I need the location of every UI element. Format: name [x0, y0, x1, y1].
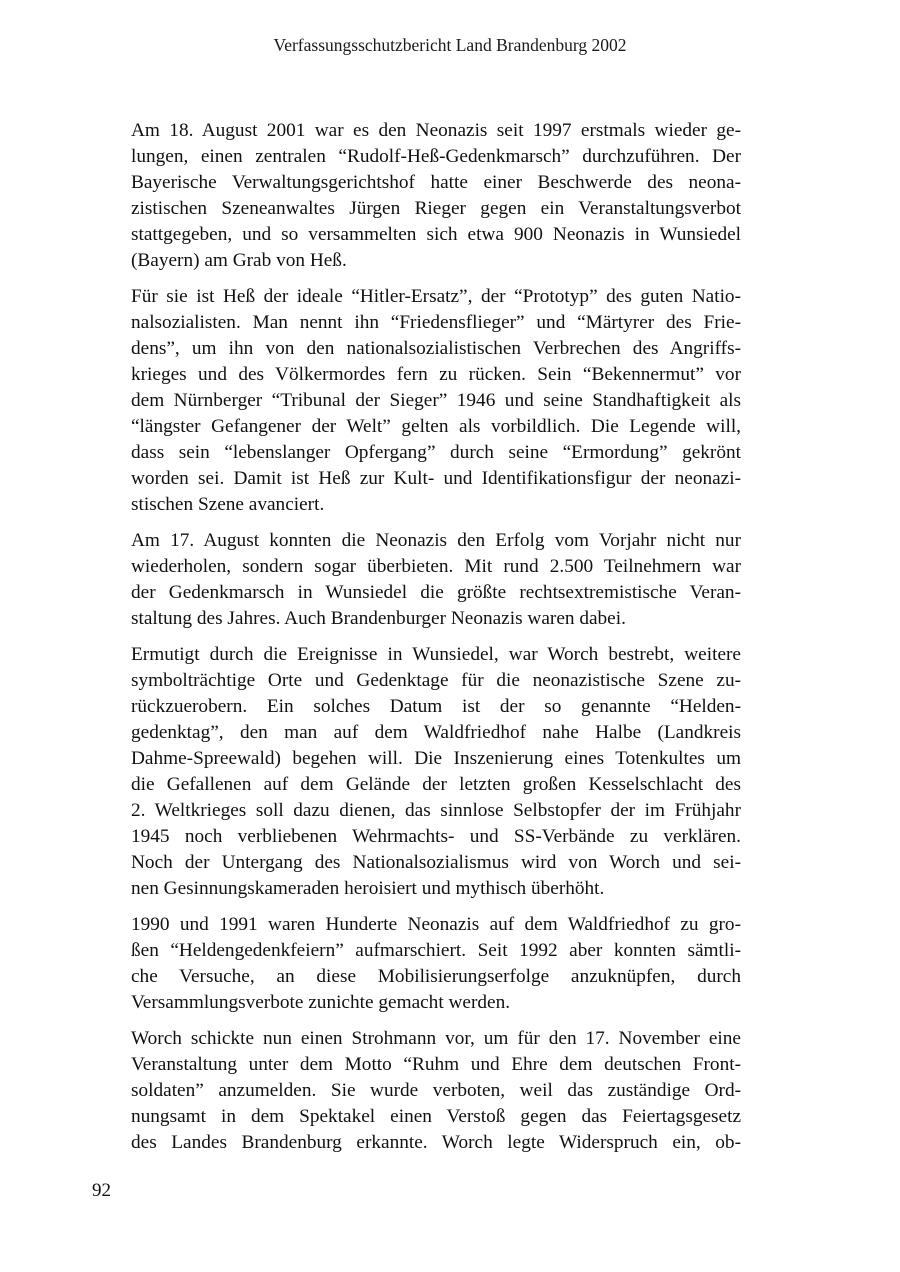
text-line: dens”, um ihn von den nationalsozialistischen Verbrechen des Angriffs- [131, 338, 741, 359]
text-line: Veranstaltung unter dem Motto “Ruhm und Ehre dem deutschen Front- [131, 1054, 741, 1075]
text-line: (Bayern) am Grab von Heß. [131, 250, 347, 271]
text-line: dass sein “lebenslanger Opfergang” durch seine “Ermordung” gekrönt [131, 442, 741, 463]
text-line: 1990 und 1991 waren Hunderte Neonazis auf dem Waldfriedhof zu gro- [131, 914, 741, 935]
text-line: Worch schickte nun einen Strohmann vor, um für den 17. November eine [131, 1028, 741, 1049]
paragraph [131, 912, 741, 1016]
text-line: symbolträchtige Orte und Gedenktage für die neonazistische Szene zu- [131, 670, 741, 691]
text-line: Dahme-Spreewald) begehen will. Die Inszenierung eines Totenkultes um [131, 748, 741, 769]
text-line: Am 17. August konnten die Neonazis den Erfolg vom Vorjahr nicht nur [131, 530, 741, 551]
text-line: Für sie ist Heß der ideale “Hitler-Ersatz”, der “Prototyp” des guten Natio- [131, 286, 741, 307]
paragraph [131, 284, 741, 518]
text-line: die Gefallenen auf dem Gelände der letzten großen Kesselschlacht des [131, 774, 741, 795]
text-line: 2. Weltkrieges soll dazu dienen, das sinnlose Selbstopfer der im Frühjahr [131, 800, 741, 821]
text-line: Noch der Untergang des Nationalsozialismus wird von Worch und sei- [131, 852, 741, 873]
text-line: Versammlungsverbote zunichte gemacht werden. [131, 992, 511, 1013]
text-line: des Landes Brandenburg erkannte. Worch legte Widerspruch ein, ob- [131, 1132, 741, 1153]
text-line: lungen, einen zentralen “Rudolf-Heß-Gedenkmarsch” durchzuführen. Der [131, 146, 741, 167]
text-line: der Gedenkmarsch in Wunsiedel die größte rechtsextremistische Veran- [131, 582, 741, 603]
text-line: soldaten” anzumelden. Sie wurde verboten, weil das zuständige Ord- [131, 1080, 741, 1101]
text-line: dem Nürnberger “Tribunal der Sieger” 1946 und seine Standhaftigkeit als [131, 390, 741, 411]
text-line: Bayerische Verwaltungsgerichtshof hatte einer Beschwerde des neona- [131, 172, 741, 193]
paragraph [131, 642, 741, 902]
text-line: rückzuerobern. Ein solches Datum ist der so genannte “Helden- [131, 696, 741, 717]
body-text [131, 118, 741, 1166]
text-line: wiederholen, sondern sogar überbieten. Mit rund 2.500 Teilnehmern war [131, 556, 741, 577]
text-line: staltung des Jahres. Auch Brandenburger Neonazis waren dabei. [131, 608, 626, 629]
text-line: krieges und des Völkermordes fern zu rücken. Sein “Bekennermut” vor [131, 364, 741, 385]
text-line: nalsozialisten. Man nennt ihn “Friedensflieger” und “Märtyrer des Frie- [131, 312, 741, 333]
text-line: stattgegeben, und so versammelten sich etwa 900 Neonazis in Wunsiedel [131, 224, 741, 245]
text-line: gedenktag”, den man auf dem Waldfriedhof nahe Halbe (Landkreis [131, 722, 741, 743]
text-line: che Versuche, an diese Mobilisierungserfolge anzuknüpfen, durch [131, 966, 741, 987]
text-line: Ermutigt durch die Ereignisse in Wunsiedel, war Worch bestrebt, weitere [131, 644, 741, 665]
text-line: stischen Szene avanciert. [131, 494, 325, 515]
text-line: nen Gesinnungskameraden heroisiert und mythisch überhöht. [131, 878, 605, 899]
paragraph [131, 528, 741, 632]
text-line: worden sei. Damit ist Heß zur Kult- und Identifikationsfigur der neonazi- [131, 468, 741, 489]
page-number: 92 [92, 1180, 111, 1201]
running-header: Verfassungsschutzbericht Land Brandenburg 2002 [273, 35, 627, 55]
text-line: nungsamt in dem Spektakel einen Verstoß gegen das Feiertagsgesetz [131, 1106, 741, 1127]
text-line: “längster Gefangener der Welt” gelten als vorbildlich. Die Legende will, [131, 416, 741, 437]
paragraph [131, 118, 741, 274]
text-line: 1945 noch verbliebenen Wehrmachts- und SS-Verbände zu verklären. [131, 826, 741, 847]
paragraph [131, 1026, 741, 1156]
text-line: zistischen Szeneanwaltes Jürgen Rieger gegen ein Veranstaltungsverbot [131, 198, 741, 219]
text-line: Am 18. August 2001 war es den Neonazis seit 1997 erstmals wieder ge- [131, 120, 741, 141]
text-line: ßen “Heldengedenkfeiern” aufmarschiert. Seit 1992 aber konnten sämtli- [131, 940, 741, 961]
